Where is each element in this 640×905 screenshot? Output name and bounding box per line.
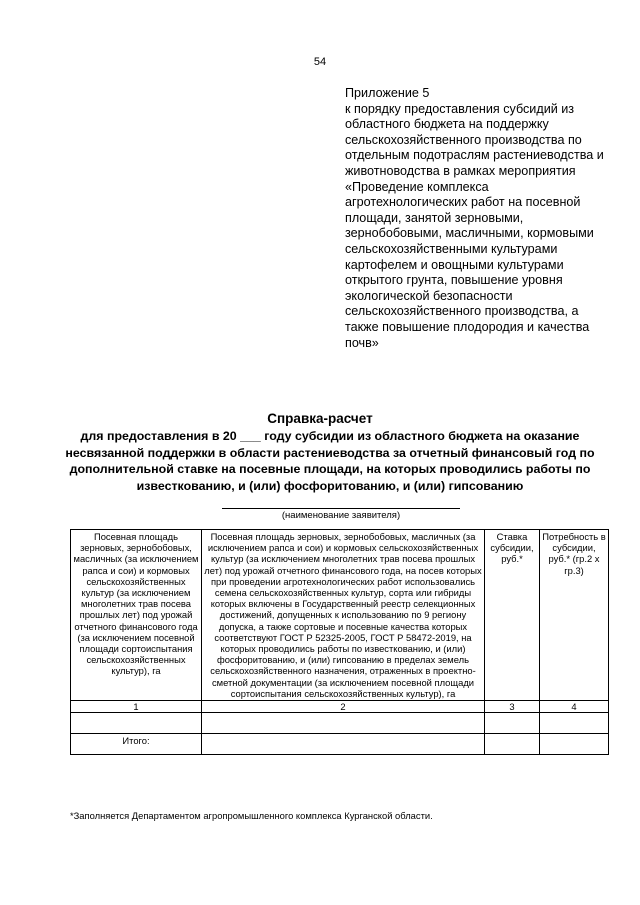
header-cell-1: Посевная площадь зерновых, зернобобовых, масличных (за исключением рапса и сои) и кормовых сельскохозяйственных культур (за исключением многолетних трав посева прошлых лет) под урожай отчетного финансового года (за исключением посевной площади сортоиспытания сельскохозяйственных культур), га: [71, 530, 202, 701]
data-cell[interactable]: [485, 713, 540, 734]
total-label: Итого:: [71, 734, 202, 755]
page-number: 54: [313, 56, 327, 68]
header-cell-2: Посевная площадь зерновых, зернобобовых, масличных (за исключением рапса и сои) и кормовых сельскохозяйственных культур (за исключением многолетних трав посева прошлых лет) под урожай отчетного финансового года, на посев которых при проведении агротехнологических работ использовались семена сельскохозяйственных культур, сорта или гибриды которых включены в Государственный реестр селекционных достижений, допущенных к использованию по 9 региону допуска, а также сортовые и посевные качества которых соответствуют ГОСТ Р 52325-2005, ГОСТ Р 58472-2019, на которых проводились работы по известкованию, и (или) фосфоритованию, и (или) гипсованию в пределах земель сельскохозяйственного назначения, отраженных в проектно-сметной документации (за исключением посевной площади сортоиспытания сельскохозяйственных культур), га: [202, 530, 485, 701]
column-number: 4: [540, 701, 609, 713]
applicant-label: (наименование заявителя): [281, 510, 401, 521]
data-cell[interactable]: [202, 713, 485, 734]
appendix-block: [345, 86, 610, 351]
appendix-title: Приложение 5: [345, 86, 430, 100]
document-title: Справка-расчет: [267, 411, 373, 426]
table-row: [71, 713, 609, 734]
total-row: [71, 734, 609, 755]
total-cell[interactable]: [202, 734, 485, 755]
column-number-row: [71, 701, 609, 713]
table-header-row: [71, 530, 609, 701]
total-cell[interactable]: [485, 734, 540, 755]
header-cell-4: Потребность в субсидии, руб.* (гр.2 х гр.3): [540, 530, 609, 701]
calculation-table: [70, 529, 609, 755]
applicant-name-line: [222, 508, 460, 509]
column-number: 2: [202, 701, 485, 713]
footnote: *Заполняется Департаментом агропромышленного комплекса Курганской области.: [70, 810, 433, 821]
appendix-text: к порядку предоставления субсидий из областного бюджета на поддержку сельскохозяйственного производства по отдельным подотраслям растениеводства и животноводства в рамках мероприятия «Проведение комплекса агротехнологических работ на посевной площади, занятой зерновыми, зернобобовыми, масличными, кормовыми сельскохозяйственными культурами картофелем и овощными культурами открытого грунта, повышение уровня экологической безопасности сельскохозяйственного производства, а также повышение плодородия и качества почв»: [345, 101, 604, 350]
document-subtitle: для предоставления в 20 ___ году субсидии из областного бюджета на оказание несвязанной поддержки в области растениеводства за отчетный финансовый год по дополнительной ставке на посевные площади, на которых проводились работы по известкованию, и (или) фосфоритованию, и (или) гипсованию: [65, 429, 595, 493]
data-cell[interactable]: [71, 713, 202, 734]
total-cell[interactable]: [540, 734, 609, 755]
header-cell-3: Ставка субсидии, руб.*: [485, 530, 540, 701]
data-cell[interactable]: [540, 713, 609, 734]
column-number: 1: [71, 701, 202, 713]
column-number: 3: [485, 701, 540, 713]
